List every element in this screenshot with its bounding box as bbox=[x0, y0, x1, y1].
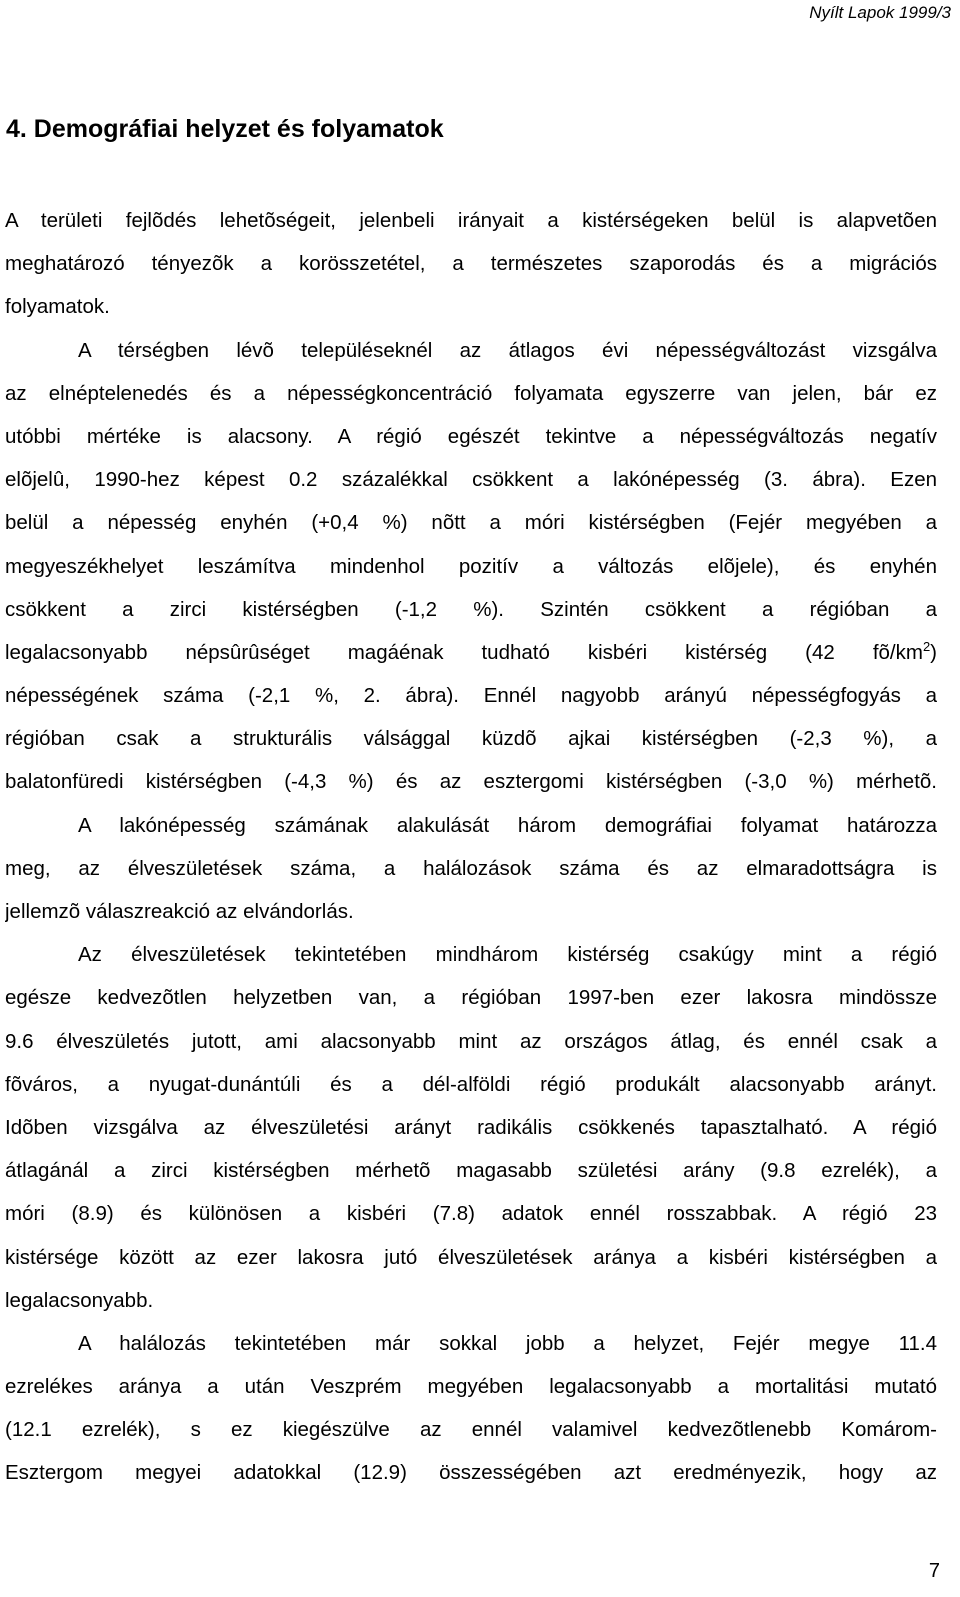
text-line: kistérsége között az ezer lakosra jutó élveszületések aránya a kisbéri kistérségben a bbox=[5, 1245, 937, 1269]
text-line: fõváros, a nyugat-dunántúli és a dél-alföldi régió produkált alacsonyabb arányt. bbox=[5, 1072, 937, 1096]
text-line: A területi fejlõdés lehetõségeit, jelenbeli irányait a kistérségeken belül is alapvetõen bbox=[5, 209, 937, 232]
text-line: utóbbi mértéke is alacsony. A régió egészét tekintve a népességváltozás negatív bbox=[5, 424, 937, 448]
text-line: meg, az élveszületések száma, a halálozások száma és az elmaradottságra is bbox=[5, 856, 937, 880]
text-line: belül a népesség enyhén (+0,4 %) nõtt a móri kistérségben (Fejér megyében a bbox=[5, 511, 937, 535]
text-line: Esztergom megyei adatokkal (12.9) összességében azt eredményezik, hogy az bbox=[5, 1461, 937, 1485]
text-line: az elnéptelenedés és a népességkoncentráció folyamata egyszerre van jelen, bár ez bbox=[5, 381, 937, 405]
section-title: 4. Demográfiai helyzet és folyamatok bbox=[6, 115, 444, 143]
text-line: móri (8.9) és különösen a kisbéri (7.8) adatok ennél rosszabbak. A régió 23 bbox=[5, 1202, 937, 1226]
text-line: legalacsonyabb. bbox=[5, 1288, 154, 1312]
text-line: régióban csak a strukturális válsággal küzdõ ajkai kistérségben (-2,3 %), a bbox=[5, 727, 937, 751]
body-text bbox=[5, 199, 937, 1495]
text-line: A lakónépesség számának alakulását három demográfiai folyamat határozza bbox=[78, 813, 937, 837]
text-line: (12.1 ezrelék), s ez kiegészülve az ennél valamivel kedvezõtlenebb Komárom- bbox=[5, 1418, 937, 1442]
line-text: legalacsonyabb népsûrûséget magáénak tudható kisbéri kistérség (42 fõ/km bbox=[5, 640, 923, 664]
text-line: népességének száma (-2,1 %, 2. ábra). Ennél nagyobb arányú népességfogyás a bbox=[5, 684, 937, 708]
text-line: egésze kedvezõtlen helyzetben van, a régióban 1997-ben ezer lakosra mindössze bbox=[5, 986, 937, 1010]
text-line: meghatározó tényezõk a korösszetétel, a természetes szaporodás és a migrációs bbox=[5, 252, 937, 276]
text-line: A halálozás tekintetében már sokkal jobb a helyzet, Fejér megye 11.4 bbox=[78, 1331, 937, 1355]
running-header: Nyílt Lapok 1999/3 bbox=[809, 3, 951, 22]
line-text-after: ) bbox=[930, 640, 937, 664]
text-line: Az élveszületések tekintetében mindhárom kistérség csakúgy mint a régió bbox=[78, 943, 937, 967]
text-line: csökkent a zirci kistérségben (-1,2 %). Szintén csökkent a régióban a bbox=[5, 597, 937, 621]
text-line bbox=[5, 631, 937, 674]
superscript: 2 bbox=[922, 638, 931, 654]
text-line: jellemzõ válaszreakció az elvándorlás. bbox=[5, 900, 354, 923]
text-line: ezrelékes aránya a után Veszprém megyében legalacsonyabb a mortalitási mutató bbox=[5, 1375, 937, 1399]
text-line: 9.6 élveszületés jutott, ami alacsonyabb mint az országos átlag, és ennél csak a bbox=[5, 1029, 937, 1053]
text-line: balatonfüredi kistérségben (-4,3 %) és az esztergomi kistérségben (-3,0 %) mérhetõ. bbox=[5, 770, 937, 794]
text-line: megyeszékhelyet leszámítva mindenhol pozitív a változás elõjele), és enyhén bbox=[5, 554, 937, 578]
text-line: elõjelû, 1990-hez képest 0.2 százalékkal csökkent a lakónépesség (3. ábra). Ezen bbox=[5, 468, 937, 492]
text-line: folyamatok. bbox=[5, 295, 110, 319]
text-line: Idõben vizsgálva az élveszületési arányt radikális csökkenés tapasztalható. A régió bbox=[5, 1115, 937, 1139]
text-line: A térségben lévõ településeknél az átlagos évi népességváltozást vizsgálva bbox=[78, 338, 937, 362]
page-number: 7 bbox=[928, 1560, 940, 1582]
text-line: átlagánál a zirci kistérségben mérhetõ magasabb születési arány (9.8 ezrelék), a bbox=[5, 1159, 937, 1183]
